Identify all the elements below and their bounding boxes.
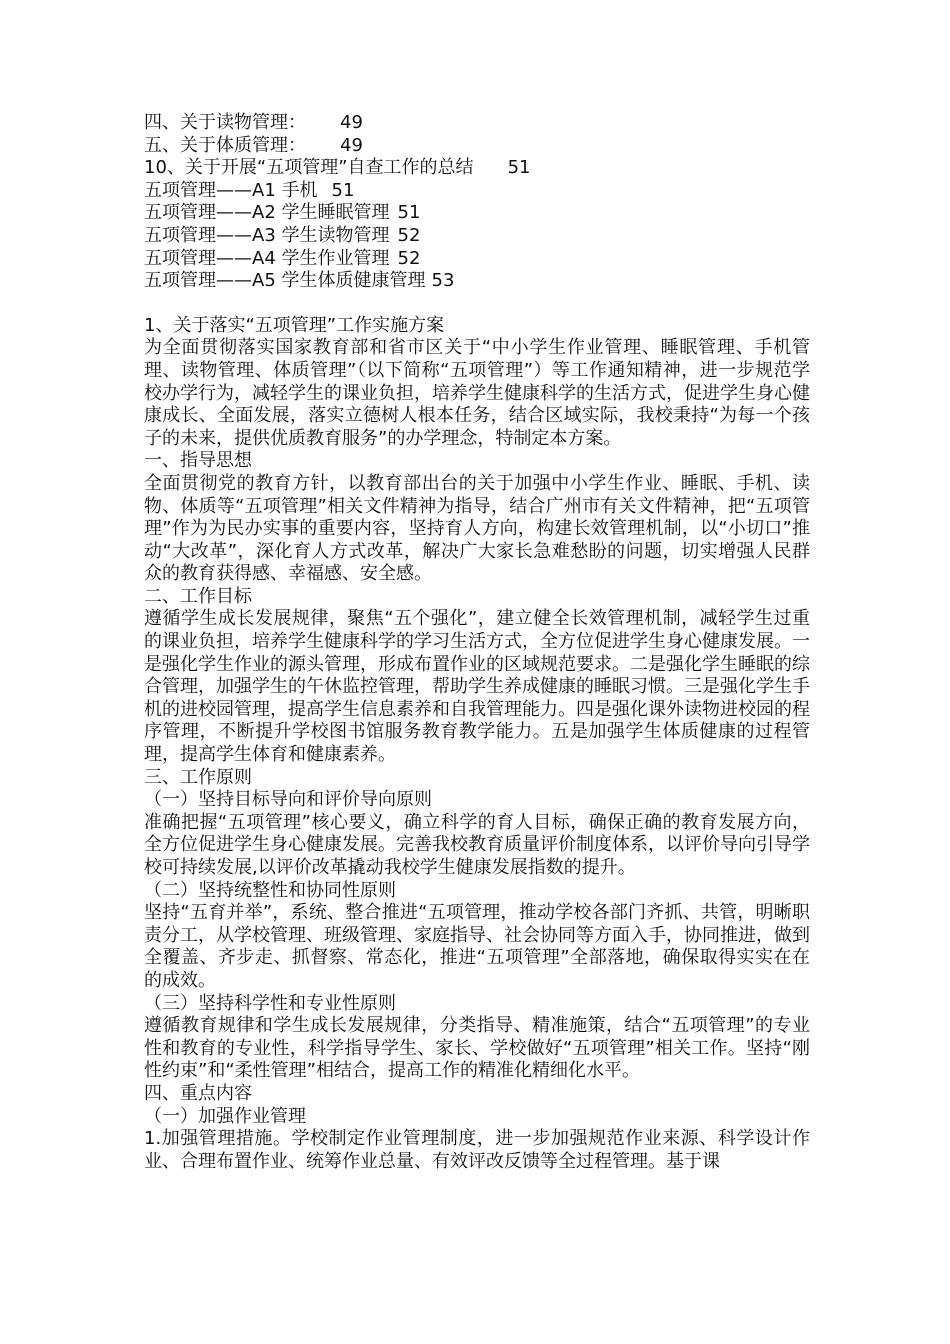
section-heading: 四、重点内容 bbox=[144, 1082, 252, 1104]
toc-entry-page: 49 bbox=[340, 112, 363, 133]
toc-entry[interactable] bbox=[144, 270, 810, 293]
toc-entry-label: 10、关于开展“五项管理”自查工作的总结 bbox=[144, 157, 474, 179]
toc-entry-page: 51 bbox=[331, 179, 355, 201]
toc-entry-label: 五项管理——A2 学生睡眠管理 bbox=[144, 202, 390, 224]
table-of-contents bbox=[144, 112, 810, 293]
subsection-heading: （一）加强作业管理 bbox=[144, 1105, 306, 1127]
subsection-paragraph: 遵循教育规律和学生成长发展规律，分类指导、精准施策，结合“五项管理”的专业性和教育的专业性，科学指导学生、家长、学校做好“五项管理”相关工作。坚持“刚性约束”和“柔性管理”相结合，提高工作的精准化精细化水平。 bbox=[144, 1015, 810, 1082]
section-heading: 二、工作目标 bbox=[144, 585, 252, 607]
toc-entry[interactable] bbox=[144, 157, 810, 180]
subsection-heading: （三）坚持科学性和专业性原则 bbox=[144, 992, 396, 1014]
subsection-paragraph: 1.加强管理措施。学校制定作业管理制度，进一步加强规范作业来源、科学设计作业、合理布置作业、统筹作业总量、有效评改反馈等全过程管理。基于课 bbox=[144, 1128, 810, 1172]
toc-entry[interactable] bbox=[144, 248, 810, 271]
toc-entry[interactable] bbox=[144, 112, 810, 135]
section-heading: 一、指导思想 bbox=[144, 450, 252, 472]
toc-entry-page: 52 bbox=[397, 224, 421, 246]
toc-entry-label: 五项管理——A1 手机 bbox=[144, 179, 318, 201]
toc-entry-label: 五、关于体质管理： bbox=[144, 134, 306, 156]
subsection-heading: （一）坚持目标导向和评价导向原则 bbox=[144, 789, 432, 811]
toc-entry-page: 51 bbox=[397, 202, 421, 224]
document-title: 1、关于落实“五项管理”工作实施方案 bbox=[144, 314, 445, 336]
toc-entry[interactable] bbox=[144, 180, 810, 203]
toc-entry-label: 五项管理——A3 学生读物管理 bbox=[144, 224, 390, 246]
subsection-heading: （二）坚持统整性和协同性原则 bbox=[144, 879, 396, 901]
toc-entry-label: 四、关于读物管理： bbox=[144, 112, 306, 133]
toc-entry-page: 53 bbox=[431, 270, 455, 292]
subsection-paragraph: 坚持“五育并举”，系统、整合推进“五项管理，推动学校各部门齐抓、共管，明晰职责分工，从学校管理、班级管理、家庭指导、社会协同等方面入手，协同推进，做到全覆盖、齐步走、抓督察、常态化，推进“五项管理”全部落地，确保取得实实在在的成效。 bbox=[144, 902, 810, 991]
document-page bbox=[144, 112, 810, 1173]
toc-entry-page: 49 bbox=[340, 134, 363, 156]
toc-entry[interactable] bbox=[144, 225, 810, 248]
toc-entry-page: 51 bbox=[507, 157, 531, 179]
intro-paragraph: 为全面贯彻落实国家教育部和省市区关于“中小学生作业管理、睡眠管理、手机管理、读物管理、体质管理”（以下简称“五项管理”）等工作通知精神，进一步规范学校办学行为，减轻学生的课业负担，培养学生健康科学的生活方式，促进学生身心健康成长、全面发展，落实立德树人根本任务，结合区域实际，我校秉持“为每一个孩子的未来，提供优质教育服务”的办学理念，特制定本方案。 bbox=[144, 337, 810, 449]
toc-entry-label: 五项管理——A5 学生体质健康管理 bbox=[144, 270, 426, 292]
section-paragraph: 遵循学生成长发展规律，聚焦“五个强化”，建立健全长效管理机制，减轻学生过重的课业负担，培养学生健康科学的学习生活方式，全方位促进学生身心健康发展。一是强化学生作业的源头管理，形成布置作业的区域规范要求。二是强化学生睡眠的综合管理，加强学生的午休监控管理，帮助学生养成健康的睡眠习惯。三是强化学生手机的进校园管理，提高学生信息素养和自我管理能力。四是强化课外读物进校园的程序管理，不断提升学校图书馆服务教育教学能力。五是加强学生体质健康的过程管理，提高学生体育和健康素养。 bbox=[144, 608, 810, 766]
section-paragraph: 全面贯彻党的教育方针，以教育部出台的关于加强中小学生作业、睡眠、手机、读物、体质等“五项管理”相关文件精神为指导，结合广州市有关文件精神，把“五项管理”作为为民办实事的重要内容，坚持育人方向，构建长效管理机制，以“小切口”推动“大改革”，深化育人方式改革，解决广大家长急难愁盼的问题，切实增强人民群众的教育获得感、幸福感、安全感。 bbox=[144, 472, 810, 585]
section-heading: 三、工作原则 bbox=[144, 766, 252, 788]
subsection-paragraph: 准确把握“五项管理”核心要义，确立科学的育人目标，确保正确的教育发展方向，全方位促进学生身心健康发展。完善我校教育质量评价制度体系，以评价导向引导学校可持续发展,以评价改革撬动我校学生健康发展指数的提升。 bbox=[144, 811, 810, 878]
section-gap bbox=[144, 293, 810, 315]
toc-entry[interactable] bbox=[144, 202, 810, 225]
toc-entry-page: 52 bbox=[397, 247, 421, 269]
toc-entry-label: 五项管理——A4 学生作业管理 bbox=[144, 247, 390, 269]
toc-entry[interactable] bbox=[144, 135, 810, 158]
